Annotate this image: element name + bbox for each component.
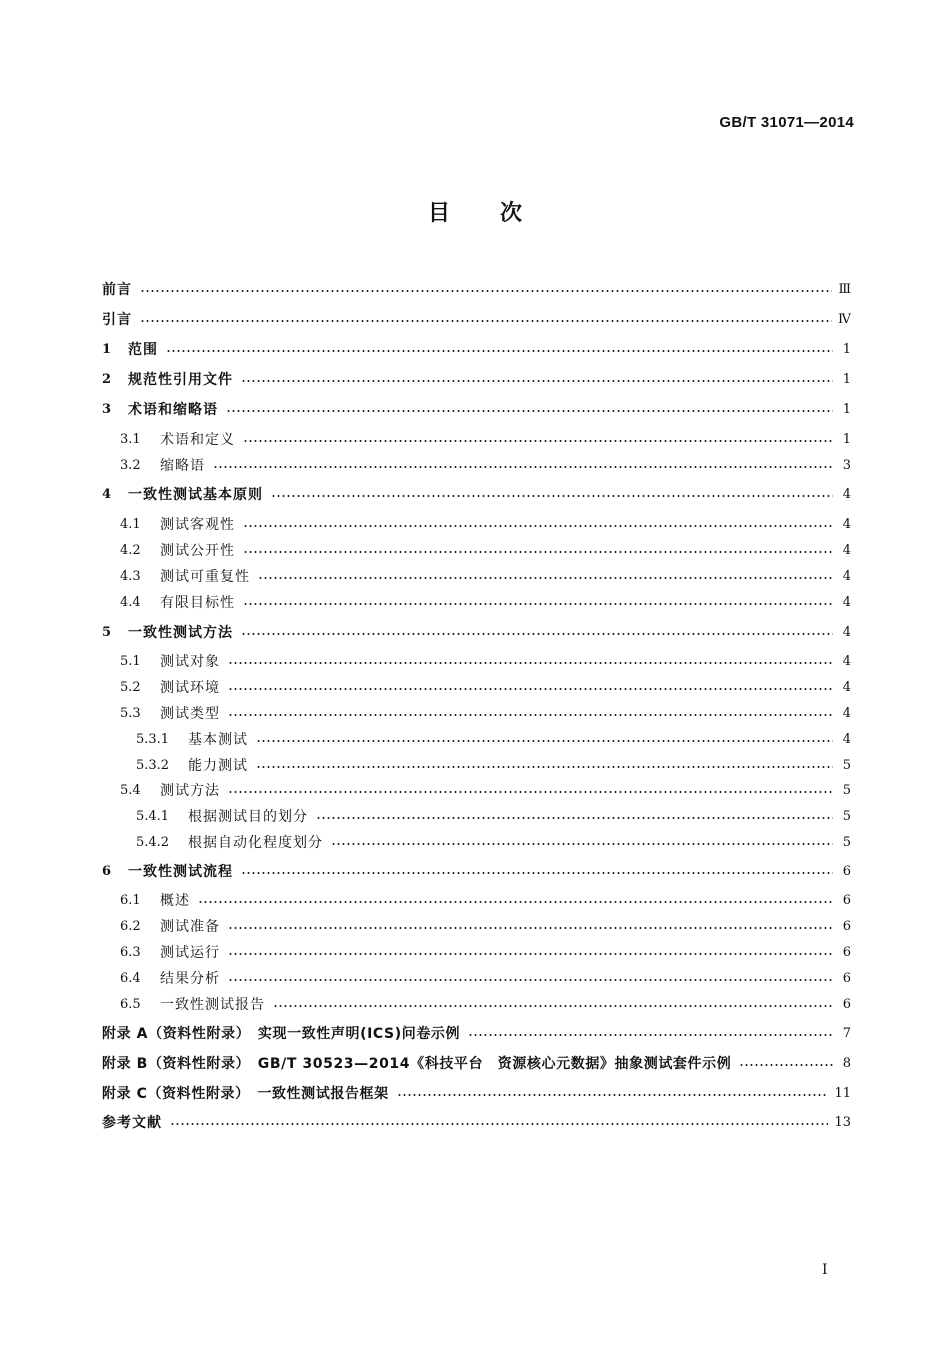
toc-leader-dots	[140, 290, 832, 292]
toc-entry-number: 3	[102, 401, 112, 417]
toc-entry-number: 5.3	[120, 705, 141, 721]
toc-entry-number: 5.4	[120, 782, 141, 798]
toc-entry	[102, 276, 851, 302]
toc-entry	[120, 913, 851, 939]
toc-entry-title: 附录 B（资料性附录） GB/T 30523—2014《科技平台 资源核心元数据》抽象测试套件示例	[102, 1056, 732, 1072]
toc-leader-dots	[241, 633, 833, 635]
toc-entry-page: 1	[842, 371, 851, 387]
toc-entry-page: 11	[834, 1085, 851, 1101]
toc-leader-dots	[739, 1064, 833, 1066]
toc-entry-page: 13	[834, 1114, 851, 1130]
toc-entry-page: 6	[842, 944, 851, 960]
toc-leader-dots	[228, 927, 833, 929]
toc-entry-title: 一致性测试方法	[128, 625, 233, 641]
toc-leader-dots	[331, 843, 833, 845]
toc-entry-page: 5	[842, 834, 851, 850]
toc-leader-dots	[468, 1034, 833, 1036]
toc-entry	[102, 481, 851, 507]
toc-entry	[136, 829, 851, 855]
toc-entry-page: 1	[842, 401, 851, 417]
toc-entry-page: 5	[842, 757, 851, 773]
toc-entry-number: 2	[102, 371, 112, 387]
toc-entry-title: 一致性测试基本原则	[128, 487, 263, 503]
toc-entry	[136, 752, 851, 778]
toc-entry-title: 附录 C（资料性附录） 一致性测试报告框架	[102, 1086, 389, 1102]
toc-entry	[120, 777, 851, 803]
toc-entry-page: 6	[842, 970, 851, 986]
toc-leader-dots	[166, 350, 833, 352]
toc-entry-title: 前言	[102, 282, 132, 298]
toc-entry-title: 测试方法	[160, 783, 220, 799]
toc-leader-dots	[258, 577, 833, 579]
toc-entry	[102, 858, 851, 884]
toc-entry-number: 4.1	[120, 516, 141, 532]
toc-entry-number: 5.3.2	[136, 757, 170, 773]
toc-entry-page: 5	[842, 782, 851, 798]
toc-entry-title: 测试运行	[160, 945, 220, 961]
toc-entry-number: 5	[102, 624, 112, 640]
toc-entry-title: 测试对象	[160, 654, 220, 670]
toc-entry	[120, 452, 851, 478]
toc-entry-page: 4	[842, 731, 851, 747]
toc-entry	[120, 511, 851, 537]
toc-entry-number: 5.4.2	[136, 834, 170, 850]
toc-leader-dots	[228, 791, 833, 793]
standard-code: GB/T 31071—2014	[719, 114, 854, 131]
toc-entry-number: 1	[102, 341, 112, 357]
toc-entry-page: 4	[842, 542, 851, 558]
toc-entry-page: 3	[842, 457, 851, 473]
toc-entry-page: 4	[842, 486, 851, 502]
toc-entry-title: 基本测试	[188, 732, 248, 748]
toc-entry-page: 4	[842, 568, 851, 584]
toc-entry-title: 有限目标性	[160, 595, 235, 611]
toc-entry-page: 4	[842, 594, 851, 610]
toc-entry-page: 4	[842, 624, 851, 640]
toc-entry-page: Ⅳ	[838, 311, 851, 327]
toc-entry-title: 附录 A（资料性附录） 实现一致性声明(ICS)问卷示例	[102, 1026, 461, 1042]
toc-leader-dots	[241, 380, 833, 382]
toc-entry	[120, 589, 851, 615]
toc-entry-title: 测试准备	[160, 919, 220, 935]
toc-entry	[120, 887, 851, 913]
toc-entry-title: 参考文献	[102, 1115, 162, 1131]
page-title: 目次	[427, 201, 572, 226]
toc-entry	[102, 336, 851, 362]
toc-entry-number: 5.3.1	[136, 731, 170, 747]
toc-entry	[120, 700, 851, 726]
toc-leader-dots	[243, 525, 833, 527]
toc-leader-dots	[243, 440, 833, 442]
toc-entry-number: 3.2	[120, 457, 141, 473]
toc-leader-dots	[228, 953, 833, 955]
toc-entry	[102, 366, 851, 392]
toc-entry	[120, 939, 851, 965]
toc-leader-dots	[228, 662, 833, 664]
toc-entry-number: 5.1	[120, 653, 141, 669]
toc-entry-title: 缩略语	[160, 458, 205, 474]
page-number: I	[822, 1262, 828, 1278]
toc-entry-title: 范围	[128, 342, 158, 358]
toc-entry-page: 6	[842, 892, 851, 908]
toc-entry-title: 术语和定义	[160, 432, 235, 448]
toc-entry-number: 4.2	[120, 542, 141, 558]
toc-entry	[120, 991, 851, 1017]
toc-entry	[102, 1020, 851, 1046]
toc-entry-page: 4	[842, 516, 851, 532]
toc-entry-title: 一致性测试报告	[160, 997, 265, 1013]
toc-leader-dots	[256, 766, 833, 768]
toc-entry-number: 5.2	[120, 679, 141, 695]
toc-leader-dots	[243, 603, 833, 605]
toc-entry	[120, 426, 851, 452]
toc-entry-title: 测试公开性	[160, 543, 235, 559]
toc-leader-dots	[241, 872, 833, 874]
toc-entry-title: 一致性测试流程	[128, 864, 233, 880]
toc-entry-number: 6.4	[120, 970, 141, 986]
toc-entry	[102, 1050, 851, 1076]
toc-entry-title: 测试客观性	[160, 517, 235, 533]
toc-entry	[120, 674, 851, 700]
toc-entry	[136, 726, 851, 752]
toc-entry-title: 根据自动化程度划分	[188, 835, 323, 851]
toc-entry-number: 6.1	[120, 892, 141, 908]
toc-entry-number: 4.4	[120, 594, 141, 610]
toc-entry	[102, 306, 851, 332]
toc-leader-dots	[226, 410, 833, 412]
toc-leader-dots	[198, 901, 833, 903]
toc-entry-number: 4	[102, 486, 112, 502]
toc-entry	[102, 396, 851, 422]
toc-entry-page: 4	[842, 653, 851, 669]
toc-entry-number: 6	[102, 863, 112, 879]
toc-entry-title: 术语和缩略语	[128, 402, 218, 418]
toc-leader-dots	[170, 1123, 828, 1125]
toc-leader-dots	[271, 495, 833, 497]
toc-entry	[102, 1109, 851, 1135]
toc-entry-number: 3.1	[120, 431, 141, 447]
toc-entry-number: 4.3	[120, 568, 141, 584]
toc-leader-dots	[228, 688, 833, 690]
toc-leader-dots	[140, 320, 832, 322]
toc-entry	[102, 619, 851, 645]
toc-entry-title: 测试可重复性	[160, 569, 250, 585]
toc-leader-dots	[228, 979, 833, 981]
toc-entry-page: 1	[842, 341, 851, 357]
toc-entry-page: 6	[842, 996, 851, 1012]
toc-leader-dots	[213, 466, 833, 468]
toc-entry	[120, 563, 851, 589]
toc-leader-dots	[243, 551, 833, 553]
toc-entry-page: 1	[842, 431, 851, 447]
toc-entry-title: 能力测试	[188, 758, 248, 774]
toc-entry	[120, 648, 851, 674]
toc-entry-number: 6.2	[120, 918, 141, 934]
toc-entry-page: 6	[842, 863, 851, 879]
toc-entry-title: 测试类型	[160, 706, 220, 722]
toc-entry-number: 5.4.1	[136, 808, 170, 824]
toc-entry	[120, 965, 851, 991]
toc-entry-title: 概述	[160, 893, 190, 909]
toc-entry-page: 4	[842, 705, 851, 721]
toc-entry-page: 8	[842, 1055, 851, 1071]
toc-entry	[102, 1080, 851, 1106]
toc-entry-page: 6	[842, 918, 851, 934]
toc-entry	[120, 537, 851, 563]
toc-leader-dots	[316, 817, 833, 819]
toc-leader-dots	[256, 740, 833, 742]
toc-entry-title: 根据测试目的划分	[188, 809, 308, 825]
toc-entry-page: 5	[842, 808, 851, 824]
toc-entry-page: Ⅲ	[838, 281, 851, 297]
toc-entry-number: 6.3	[120, 944, 141, 960]
toc-entry-title: 测试环境	[160, 680, 220, 696]
toc-entry-number: 6.5	[120, 996, 141, 1012]
toc-leader-dots	[397, 1094, 829, 1096]
toc-leader-dots	[273, 1005, 833, 1007]
toc-entry-title: 引言	[102, 312, 132, 328]
toc-entry-page: 4	[842, 679, 851, 695]
toc-entry-page: 7	[842, 1025, 851, 1041]
toc-leader-dots	[228, 714, 833, 716]
toc-entry	[136, 803, 851, 829]
toc-entry-title: 规范性引用文件	[128, 372, 233, 388]
toc-entry-title: 结果分析	[160, 971, 220, 987]
